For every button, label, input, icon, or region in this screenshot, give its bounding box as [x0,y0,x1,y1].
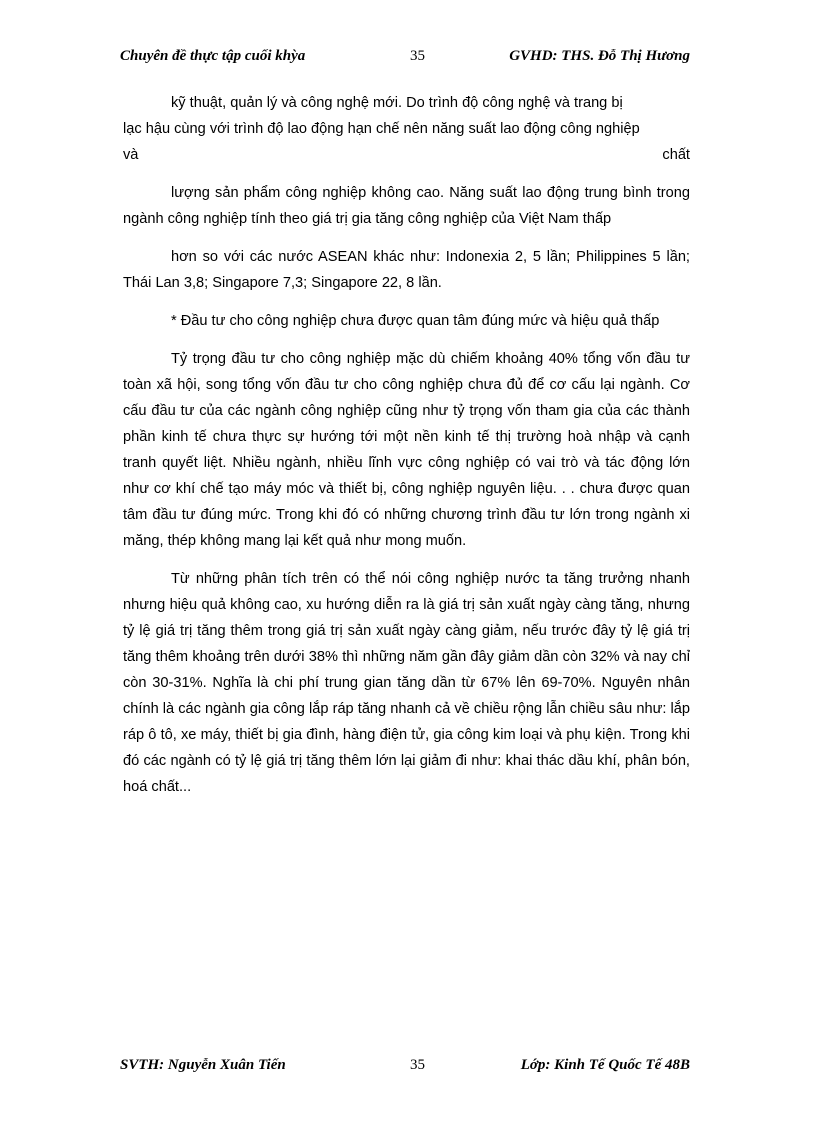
paragraph: Tỷ trọng đầu tư cho công nghiệp mặc dù chiếm khoảng 40% tổng vốn đầu tư toàn xã hội, song tổng vốn đầu tư cho công nghiệp chưa đủ để cơ cấu lại ngành. Cơ cấu đầu tư của các ngành công nghiệp cũng như tỷ trọng vốn tham gia của các thành phần kinh tế chưa thực sự hướng tới một nền kinh tế thị trường hoà nhập và cạnh tranh quyết liệt. Nhiều ngành, nhiều lĩnh vực công nghiệp có vai trò và tác động lớn như cơ khí chế tạo máy móc và thiết bị, công nghiệp nguyên liệu. . . chưa được quan tâm đầu tư đúng mức. Trong khi đó có những chương trình đầu tư lớn trong ngành xi măng, thép không mang lại kết quả như mong muốn. [123,351,690,549]
paragraph-line: kỹ thuật, quản lý và công nghệ mới. Do trình độ công nghệ và trang bị [171,95,623,111]
page-footer [120,1057,690,1081]
paragraph: Từ những phân tích trên có thể nói công nghiệp nước ta tăng trưởng nhanh nhưng hiệu quả không cao, xu hướng diễn ra là giá trị sản xuất ngày càng tăng, nhưng tỷ lệ giá trị tăng thêm trong giá trị sản xuất ngày càng giảm, nếu trước đây tỷ lệ giá trị tăng thêm khoảng trên dưới 38% thì những năm gần đây giảm dần còn 32% và nay chỉ còn 30-31%. Nghĩa là chi phí trung gian tăng dần từ 67% lên 69-70%. Nguyên nhân chính là các ngành gia công lắp ráp tăng nhanh cả về chiều rộng lẫn chiều sâu như: lắp ráp ô tô, xe máy, thiết bị gia đình, hàng điện tử, gia công kim loại và phụ kiện. Trong khi đó các ngành có tỷ lệ giá trị tăng thêm lớn lại giảm đi như: khai thác dầu khí, phân bón, hoá chất... [123,571,690,795]
paragraph-line: lạc hậu cùng với trình độ lao động hạn chế nên năng suất lao động công nghiệp [123,121,640,137]
paragraph-word: chất [662,147,690,163]
footer-class: Lớp: Kinh Tế Quốc Tế 48B [520,1057,690,1073]
header-course-title: Chuyên đề thực tập cuối khỳa [120,48,306,64]
footer-student: SVTH: Nguyễn Xuân Tiến [120,1057,286,1073]
document-body [123,90,690,800]
paragraph: lượng sản phẩm công nghiệp không cao. Năng suất lao động trung bình trong ngành công nghiệp tính theo giá trị gia tăng công nghiệp của Việt Nam thấp [123,185,690,227]
header-supervisor: GVHD: THS. Đỗ Thị Hương [509,48,690,64]
page-header [120,48,690,72]
paragraph-split-line [123,142,690,168]
footer-page-number: 35 [410,1057,425,1073]
header-page-number: 35 [410,48,425,64]
paragraph-word: và [123,147,139,163]
paragraph: hơn so với các nước ASEAN khác như: Indonexia 2, 5 lần; Philippines 5 lần; Thái Lan 3,8; Singapore 7,3; Singapore 22, 8 lần. [123,249,690,291]
section-heading: * Đầu tư cho công nghiệp chưa được quan tâm đúng mức và hiệu quả thấp [171,313,660,329]
